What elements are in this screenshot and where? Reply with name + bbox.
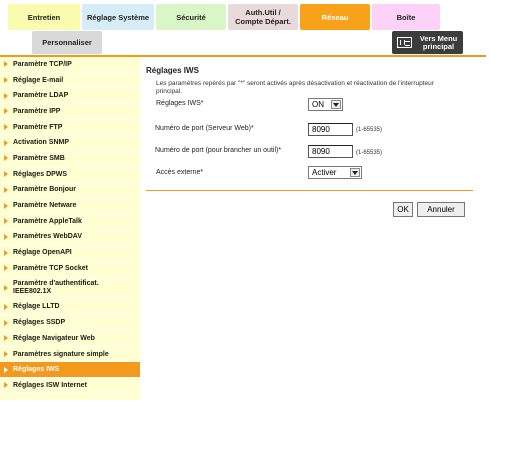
tab-reseau[interactable]: [300, 4, 370, 30]
main-menu-label: Vers Menu principal: [419, 33, 458, 51]
sidebar-item-label: Paramètre LDAP: [13, 92, 69, 100]
sidebar-item-label: Paramètre AppleTalk: [13, 217, 82, 225]
arrow-right-icon: [4, 77, 8, 83]
arrow-right-icon: [4, 304, 8, 310]
arrow-right-icon: [4, 382, 8, 388]
arrow-right-icon: [4, 124, 8, 130]
tab-label: Auth.Util / Compte Départ.: [235, 8, 291, 26]
tab-boite[interactable]: [372, 4, 440, 30]
port-tool-input[interactable]: 8090: [308, 145, 353, 158]
sidebar-item-snmp[interactable]: [0, 135, 140, 151]
arrow-right-icon: [4, 171, 8, 177]
sidebar-item-label: Activation SNMP: [13, 139, 70, 147]
sidebar-item-smb[interactable]: [0, 151, 140, 167]
tab-label: Réglage Système: [86, 12, 150, 22]
sidebar-item-label: Réglages SSDP: [13, 319, 66, 327]
arrow-right-icon: [4, 250, 8, 256]
iws-settings-select[interactable]: [308, 98, 343, 111]
sidebar-item-label: Réglage LLTD: [13, 303, 60, 311]
main-menu-button[interactable]: [392, 31, 463, 54]
sidebar-item-appletalk[interactable]: [0, 214, 140, 230]
sidebar-item-label: Paramètre IPP: [13, 107, 61, 115]
chevron-down-icon: [350, 168, 360, 177]
sidebar-item-label: Réglages IWS: [13, 366, 60, 374]
port-web-label: Numéro de port (Serveur Web)*: [155, 125, 254, 132]
sidebar-item-bonjour[interactable]: [0, 183, 140, 199]
sidebar-item-openapi[interactable]: [0, 245, 140, 261]
main-panel: [146, 66, 486, 95]
sidebar-item-ssdp[interactable]: [0, 315, 140, 331]
chevron-down-icon: [331, 100, 341, 109]
tab-label: Sécurité: [176, 12, 206, 22]
sidebar-item-iws[interactable]: [0, 362, 140, 378]
iws-settings-label: Réglages IWS*: [156, 100, 204, 107]
sidebar-item-label: Paramètre Netware: [13, 202, 77, 210]
arrow-right-icon: [4, 218, 8, 224]
sidebar-item-tcpip[interactable]: [0, 57, 140, 73]
tab-auth-util[interactable]: [228, 4, 298, 30]
arrow-right-icon: [4, 203, 8, 209]
port-web-range: (1-65535): [356, 127, 383, 133]
sidebar-item-label: Réglages ISW Internet: [13, 381, 87, 389]
tab-label: Réseau: [321, 12, 349, 22]
sidebar-item-label: Paramètre TCP Socket: [13, 264, 88, 272]
arrow-right-icon: [4, 351, 8, 357]
page-description: Les paramètres repérés par "*" seront activés après désactivation et réactivation de l'interrupteur principal.: [156, 80, 434, 95]
cancel-button[interactable]: Annuler: [417, 202, 465, 217]
sidebar-item-ldap[interactable]: [0, 88, 140, 104]
port-tool-range: (1-65535): [356, 150, 383, 156]
iws-settings-value: ON: [312, 100, 324, 109]
sidebar: [0, 57, 140, 400]
sidebar-item-ftp[interactable]: [0, 120, 140, 136]
arrow-right-icon: [4, 367, 8, 373]
sidebar-item-label: Réglages DPWS: [13, 170, 68, 178]
arrow-right-icon: [4, 108, 8, 114]
tab-label: Boîte: [396, 12, 416, 22]
arrow-right-icon: [4, 285, 8, 291]
tab-entretien[interactable]: [8, 4, 80, 30]
sidebar-item-navigateur-web[interactable]: [0, 331, 140, 347]
external-access-select[interactable]: [308, 166, 362, 179]
arrow-right-icon: [4, 187, 8, 193]
arrow-right-icon: [4, 140, 8, 146]
ok-button[interactable]: OK: [393, 202, 413, 217]
sidebar-item-label: Réglage Navigateur Web: [13, 334, 95, 342]
sidebar-item-ipp[interactable]: [0, 104, 140, 120]
tab-reglage-systeme[interactable]: [82, 4, 154, 30]
sidebar-item-label: Paramètres WebDAV: [13, 233, 82, 241]
sidebar-item-tcp-socket[interactable]: [0, 261, 140, 277]
tab-securite[interactable]: [156, 4, 226, 30]
sidebar-item-email[interactable]: [0, 73, 140, 89]
form-divider: [146, 190, 473, 191]
sidebar-item-netware[interactable]: [0, 198, 140, 214]
sidebar-item-dpws[interactable]: [0, 167, 140, 183]
arrow-right-icon: [4, 155, 8, 161]
external-access-label: Accès externe*: [156, 169, 204, 176]
arrow-right-icon: [4, 320, 8, 326]
arrow-right-icon: [4, 335, 8, 341]
arrow-right-icon: [4, 265, 8, 271]
sidebar-item-label: Paramètre SMB: [13, 154, 65, 162]
sidebar-item-label: Réglage OpenAPI: [13, 249, 72, 257]
sidebar-item-lltd[interactable]: [0, 300, 140, 316]
arrow-right-icon: [4, 234, 8, 240]
sidebar-item-label: Paramètre FTP: [13, 123, 63, 131]
sidebar-item-label: Réglage E-mail: [13, 76, 64, 84]
sidebar-item-ieee8021x[interactable]: [0, 277, 140, 300]
sidebar-item-label: Paramètres signature simple: [13, 350, 109, 358]
menu-screen-icon: [397, 37, 412, 48]
tab-personnaliser[interactable]: [32, 31, 102, 54]
port-tool-label: Numéro de port (pour brancher un outil)*: [155, 147, 282, 154]
external-access-value: Activer: [312, 168, 337, 177]
tab-label: Personnaliser: [42, 38, 92, 47]
sidebar-item-label: Paramètre d'authentificat. IEEE802.1X: [13, 279, 99, 295]
sidebar-item-isw-internet[interactable]: [0, 378, 140, 394]
sidebar-item-webdav[interactable]: [0, 230, 140, 246]
port-web-input[interactable]: 8090: [308, 123, 353, 136]
sidebar-item-signature-simple[interactable]: [0, 347, 140, 363]
page-title: Réglages IWS: [146, 66, 199, 75]
arrow-right-icon: [4, 61, 8, 67]
arrow-right-icon: [4, 93, 8, 99]
tab-label: Entretien: [27, 12, 61, 22]
sidebar-item-label: Paramètre TCP/IP: [13, 60, 72, 68]
sidebar-item-label: Paramètre Bonjour: [13, 186, 77, 194]
